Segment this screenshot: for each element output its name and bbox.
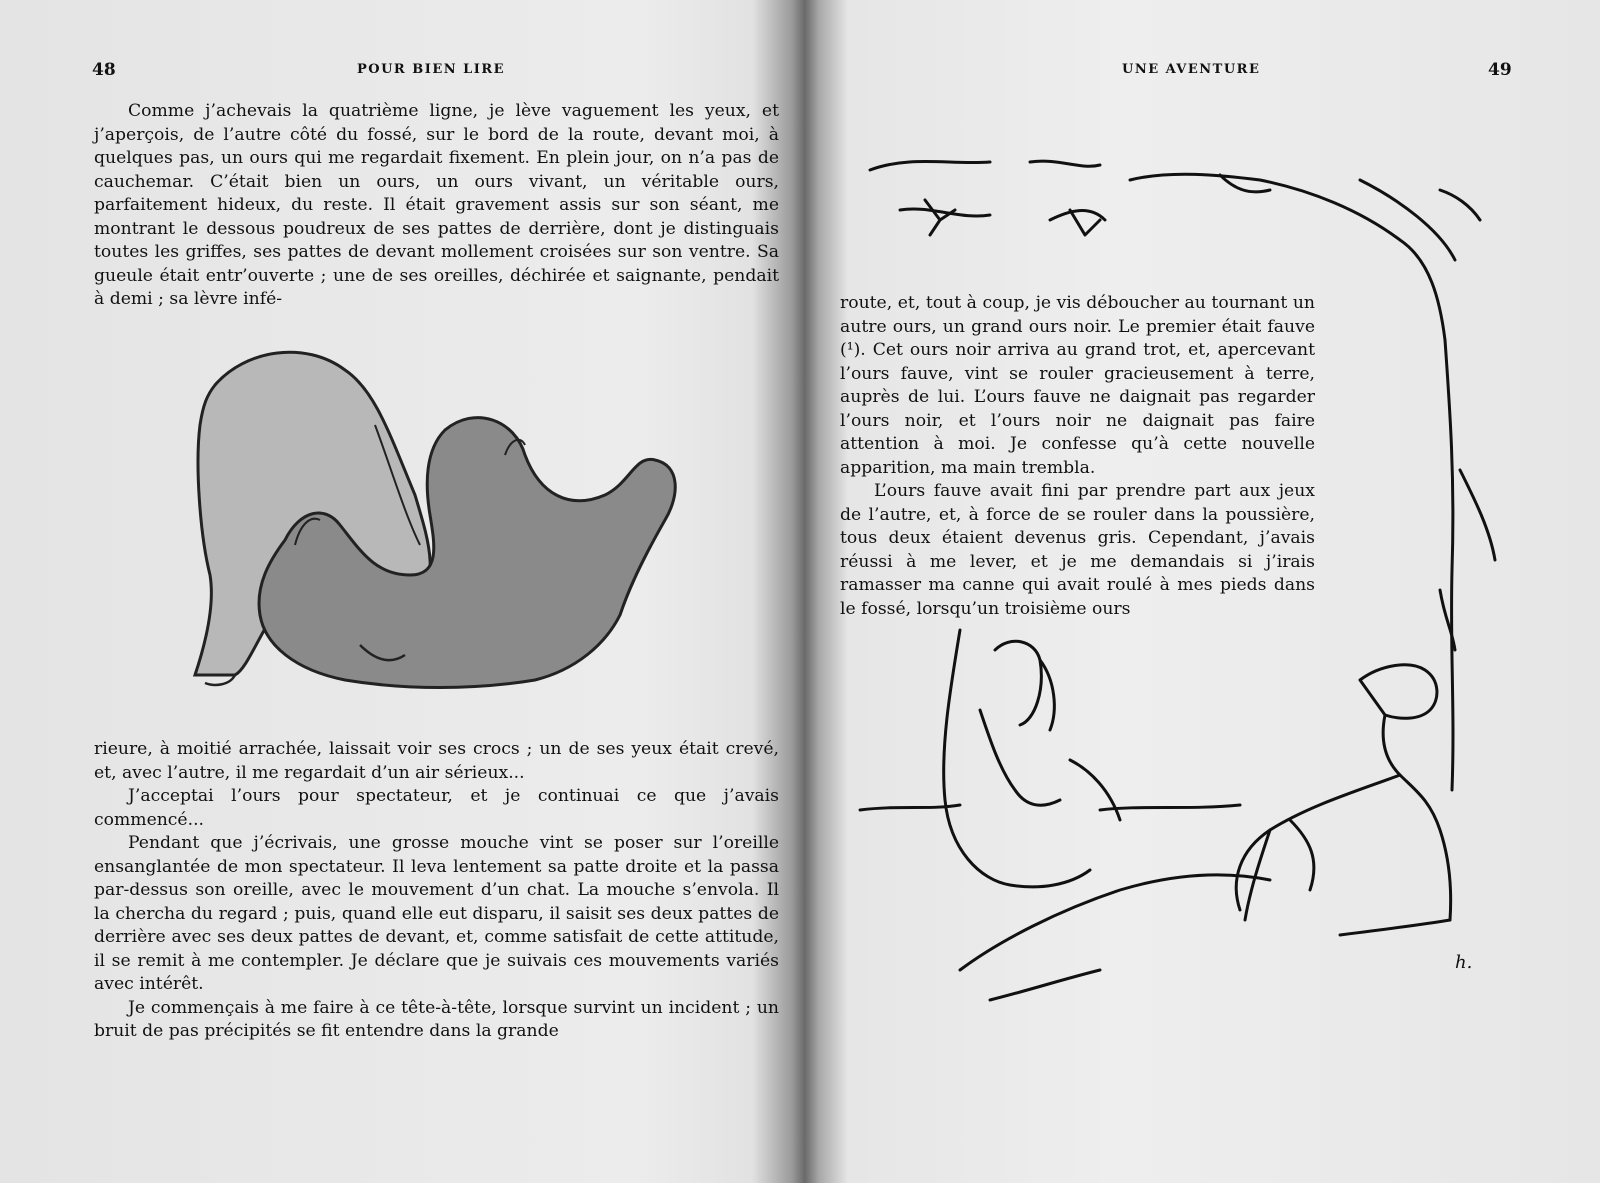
left-top-text: [94, 100, 779, 312]
page-number-left: 48: [92, 60, 116, 80]
running-head-left: POUR BIEN LIRE: [357, 62, 506, 77]
paragraph: Comme j’achevais la quatrième ligne, je lève vaguement les yeux, et j’aperçois, de l’autre côté du fossé, sur le bord de la route, devant moi, à quelques pas, un ours qui me regardait fixement. En plein jour, on n’a pas de cauchemar. C’était bien un ours, un ours vivant, un véritable ours, parfaitement hideux, du reste. Il était gravement assis sur son séant, me montrant le dessous poudreux de ses pattes de derrière, dont je distinguais toutes les griffes, ses pattes de devant mollement croisées sur son ventre. Sa gueule était entr’ouverte ; une de ses oreilles, déchirée et saignante, pendait à demi ; sa lèvre infé-: [94, 101, 779, 309]
paragraph: route, et, tout à coup, je vis déboucher au tournant un autre ours, un grand ours noir. Le premier était fauve (¹). Cet ours noir arriva au grand trot, et, apercevant l’ours fauve, vint se rouler gracieusement à terre, auprès de lui. L’ours fauve ne daignait pas regarder l’ours noir, et l’ours noir ne daignait pas faire attention à moi. Je confesse qu’à cette nouvelle apparition, ma main trembla.: [840, 293, 1315, 478]
paragraph: Je commençais à me faire à ce tête-à-tête, lorsque survint un incident ; un bruit de pas précipités se fit entendre dans la grande: [94, 997, 779, 1041]
paragraph: L’ours fauve avait fini par prendre part aux jeux de l’autre, et, à force de se rouler dans la poussière, tous deux étaient devenus gris. Cependant, j’avais réussi à me lever, et je me demandais si j’irais ramasser ma canne qui avait roulé à mes pieds dans le fossé, lorsqu’un troisième ours: [840, 481, 1315, 619]
illustrator-signature: h.: [1455, 952, 1473, 973]
page-number-right: 49: [1488, 60, 1512, 80]
right-page: [800, 0, 1600, 1183]
right-text: [840, 292, 1315, 621]
paragraph: rieure, à moitié arrachée, laissait voir ses crocs ; un de ses yeux était crevé, et, avec l’autre, il me regardait d’un air sérieux...: [94, 739, 779, 783]
running-head-right: UNE AVENTURE: [1122, 62, 1261, 77]
paragraph: Pendant que j’écrivais, une grosse mouche vint se poser sur l’oreille ensanglantée de mon spectateur. Il leva lentement sa patte droite et la passa par-dessus son oreille, avec le mouvement d’un chat. La mouche s’envola. Il la chercha du regard ; puis, quand elle eut disparu, il saisit ses deux pattes de derrière avec ses deux pattes de devant, et, comme satisfait de cette attitude, il se remit à me contempler. Je déclare que je suivais ces mouvements variés avec intérêt.: [94, 833, 779, 994]
bears-playing-illustration: [175, 345, 695, 705]
paragraph: J’acceptai l’ours pour spectateur, et je continuai ce que j’avais commencé...: [94, 786, 779, 830]
left-bottom-text: [94, 738, 779, 1044]
